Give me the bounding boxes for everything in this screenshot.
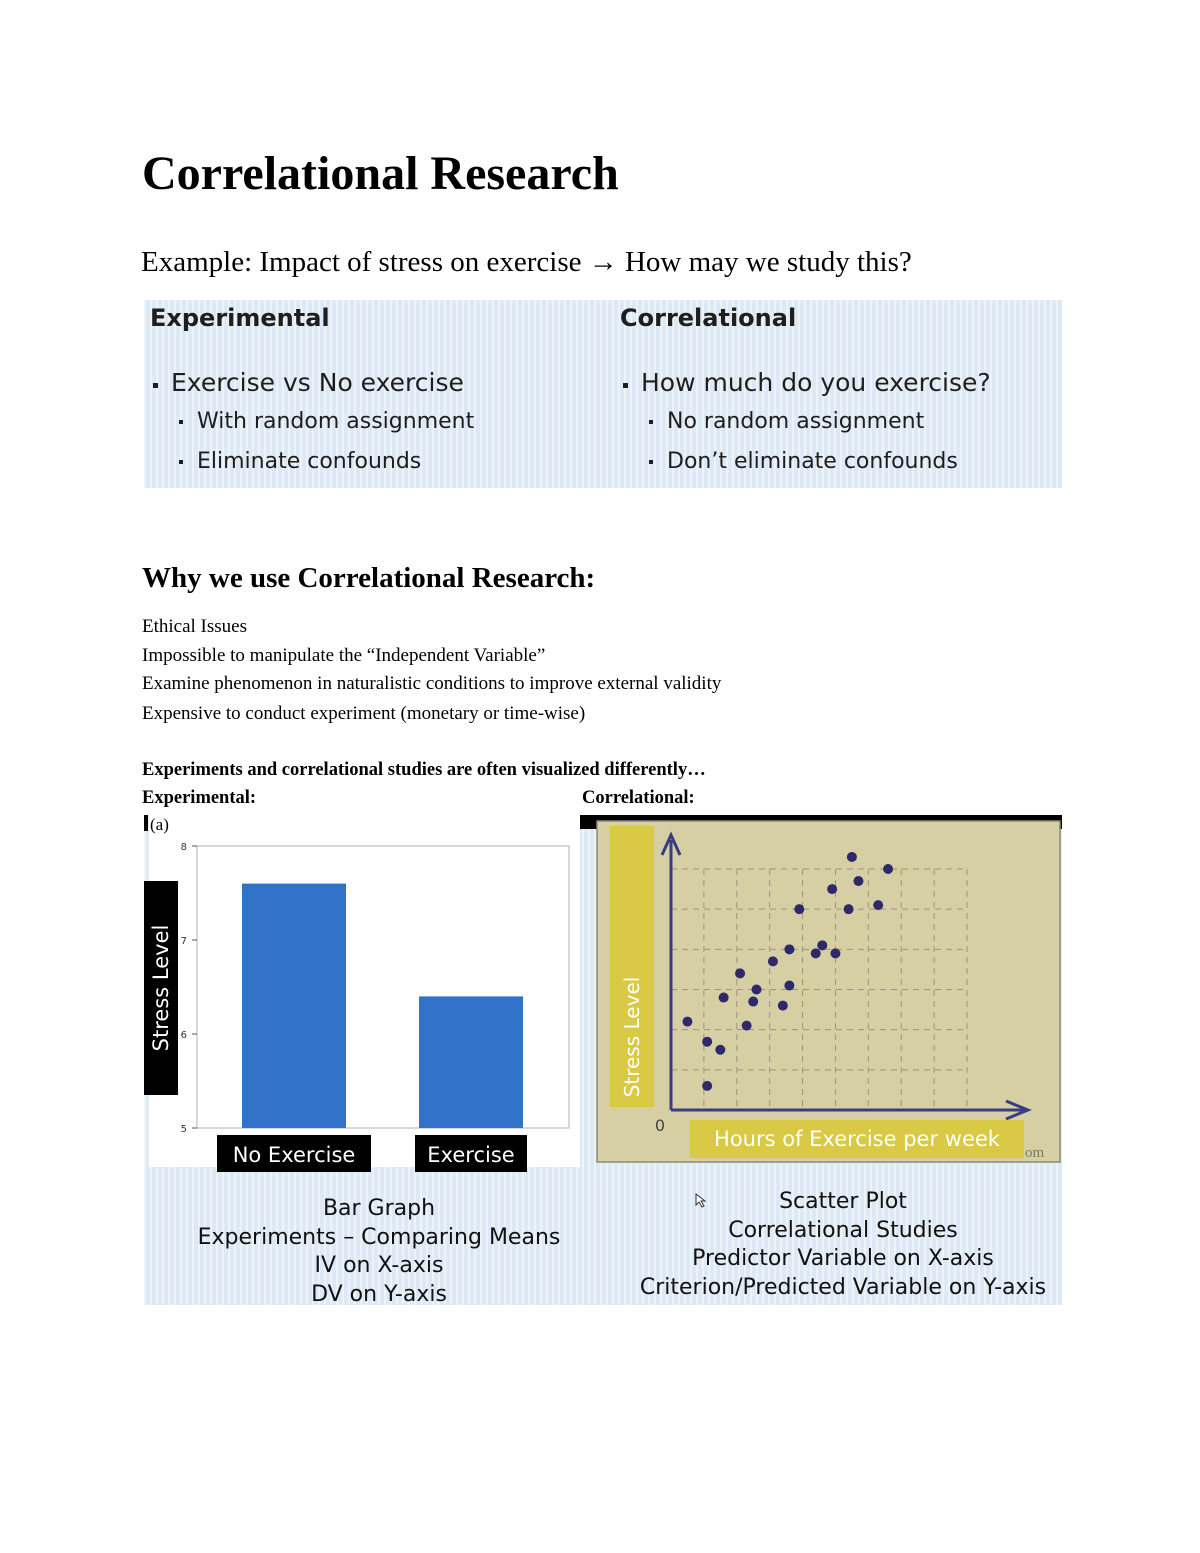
reason-item: Expensive to conduct experiment (monetary or time-wise) [142,703,586,724]
bullet-icon [649,420,653,424]
data-point [752,985,762,995]
data-point [844,904,854,914]
data-point [784,980,794,990]
bullet-icon [153,383,158,388]
y-axis-label: Stress Level [149,924,173,1052]
experimental-heading: Experimental [150,304,330,332]
data-point [830,948,840,958]
data-point [827,884,837,894]
data-point [719,993,729,1003]
data-point [702,1037,712,1047]
bar [242,884,346,1128]
data-point [883,864,893,874]
bar-graph-caption [144,1195,614,1309]
x-tick-label: No Exercise [232,1143,356,1167]
caption-line: Correlational Studies [728,1217,958,1243]
why-heading: Why we use Correlational Research: [142,562,596,594]
data-point [768,956,778,966]
data-point [778,1001,788,1011]
y-tick-label: 8 [180,842,187,853]
origin-label: 0 [654,1116,666,1135]
bullet-icon [179,420,183,424]
label-correlational: Correlational: [582,788,695,808]
reason-item: Ethical Issues [142,616,248,637]
data-point [742,1021,752,1031]
data-point [682,1017,692,1027]
correlational-subpoint: Don’t eliminate confounds [667,449,958,474]
cursor-icon [695,1193,709,1209]
data-point [817,940,827,950]
bullet-icon [649,460,653,464]
x-axis-label: Hours of Exercise per week [714,1127,1000,1151]
correlational-point: How much do you exercise? [641,368,991,397]
data-point [715,1045,725,1055]
y-tick-label: 6 [180,1030,187,1041]
bar [419,996,523,1128]
y-tick-label: 5 [180,1124,187,1135]
example-line: Example: Impact of stress on exercise → How may we study this? [141,246,912,278]
comparison-panel [144,300,1062,488]
caption-line: IV on X-axis [314,1253,444,1278]
visualized-intro: Experiments and correlational studies are often visualized differently… [142,760,706,780]
data-point [702,1081,712,1091]
caption-line: DV on Y-axis [311,1281,447,1307]
label-experimental: Experimental: [142,788,257,808]
data-point [811,948,821,958]
panel-marker [144,815,148,831]
data-point [784,944,794,954]
caption-line: Criterion/Predicted Variable on Y-axis [639,1274,1047,1300]
data-point [735,968,745,978]
data-point [748,997,758,1007]
bullet-icon [623,383,628,388]
experimental-subpoint: Eliminate confounds [197,449,422,474]
scatter-chart [580,815,1062,1177]
reason-item: Impossible to manipulate the “Independent Variable” [142,645,546,666]
x-tick-label: Exercise [427,1143,515,1167]
figure-panel [144,815,1062,1305]
y-tick-label: 7 [180,936,187,947]
data-point [853,876,863,886]
experimental-subpoint: With random assignment [197,409,475,434]
bar-chart [144,815,580,1177]
y-axis-label: Stress Level [620,976,644,1098]
data-point [794,904,804,914]
caption-line: Scatter Plot [779,1189,907,1214]
page-title: Correlational Research [142,147,619,200]
caption-line: Experiments – Comparing Means [197,1224,561,1250]
data-point [873,900,883,910]
caption-line: Predictor Variable on X-axis [692,1246,994,1271]
correlational-subpoint: No random assignment [667,409,925,434]
caption-line: Bar Graph [322,1196,436,1221]
correlational-heading: Correlational [620,304,797,332]
scatter-plot-caption [614,1188,1072,1302]
bullet-icon [179,460,183,464]
panel-label: (a) [150,815,169,834]
watermark-text: om [1025,1145,1045,1161]
reason-item: Examine phenomenon in naturalistic conditions to improve external validity [142,673,722,694]
data-point [847,852,857,862]
experimental-point: Exercise vs No exercise [171,368,464,397]
